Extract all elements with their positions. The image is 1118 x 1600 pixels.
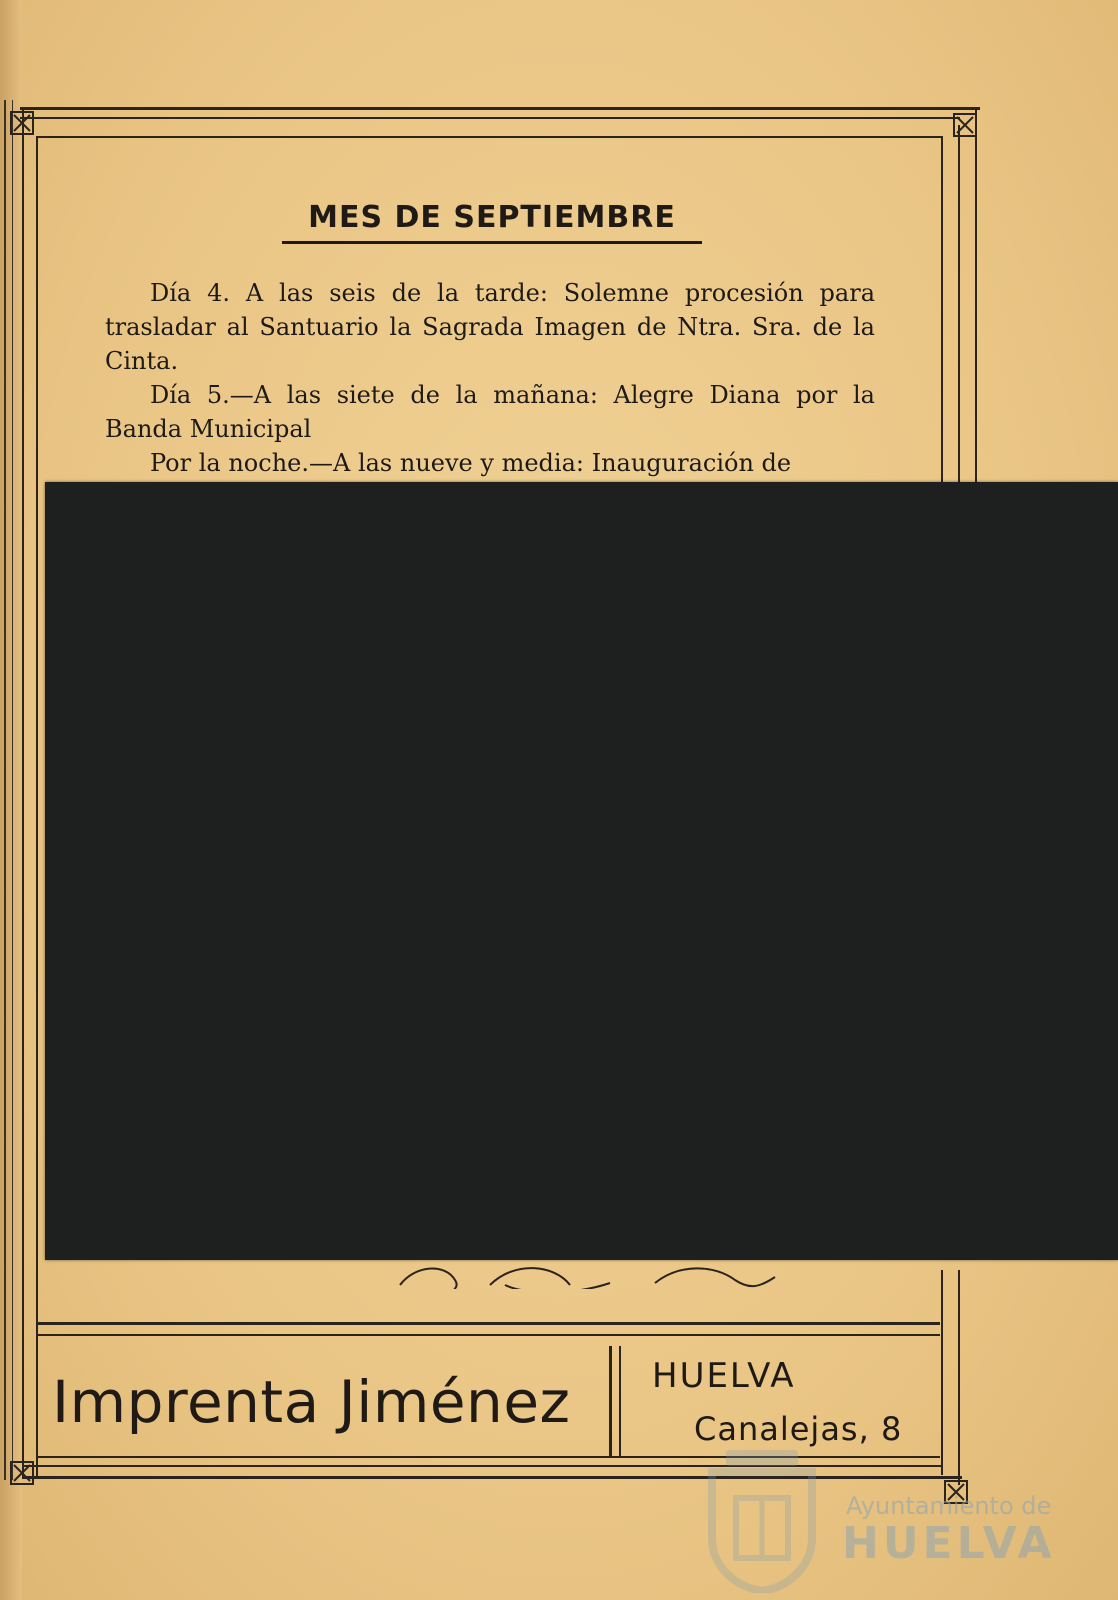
watermark-text: Ayuntamiento de <box>846 1492 1052 1520</box>
corner-ornament-icon <box>953 113 977 137</box>
ad-divider <box>619 1346 621 1456</box>
frame-border <box>941 1270 943 1475</box>
frame-border <box>22 107 24 1477</box>
left-page-spine <box>0 0 22 1600</box>
ad-border <box>38 1334 940 1336</box>
frame-border <box>20 117 960 119</box>
page-title: MES DE SEPTIEMBRE <box>282 200 702 244</box>
ad-divider <box>609 1346 612 1456</box>
frame-border <box>958 125 960 525</box>
printer-city: HUELVA <box>652 1356 796 1396</box>
paragraph: Día 5.—A las siete de la mañana: Alegre Diana por la Banda Municipal <box>105 381 875 443</box>
corner-ornament-icon <box>10 1461 34 1485</box>
black-overlay-card <box>45 482 1118 1260</box>
frame-border <box>941 138 943 523</box>
frame-border <box>36 136 38 1476</box>
paragraph: Por la noche.—A las nueve y media: Inauguración de <box>150 449 792 477</box>
program-text <box>105 276 875 480</box>
frame-border <box>38 136 943 138</box>
ad-border <box>38 1322 940 1325</box>
watermark-text: HUELVA <box>842 1518 1056 1569</box>
signature-remnant <box>395 1255 795 1289</box>
paragraph: Día 4. A las seis de la tarde: Solemne procesión para trasladar al Santuario la Sagrada Imagen de Ntra. Sra. de la Cinta. <box>105 279 875 375</box>
printer-name: Imprenta Jiménez <box>52 1368 571 1436</box>
frame-border <box>958 1270 960 1485</box>
frame-border <box>20 107 980 110</box>
frame-border <box>22 1476 962 1479</box>
printer-address: Canalejas, 8 <box>694 1410 903 1448</box>
frame-border <box>975 107 977 527</box>
corner-ornament-icon <box>10 111 34 135</box>
coat-of-arms-watermark-icon <box>706 1448 818 1593</box>
